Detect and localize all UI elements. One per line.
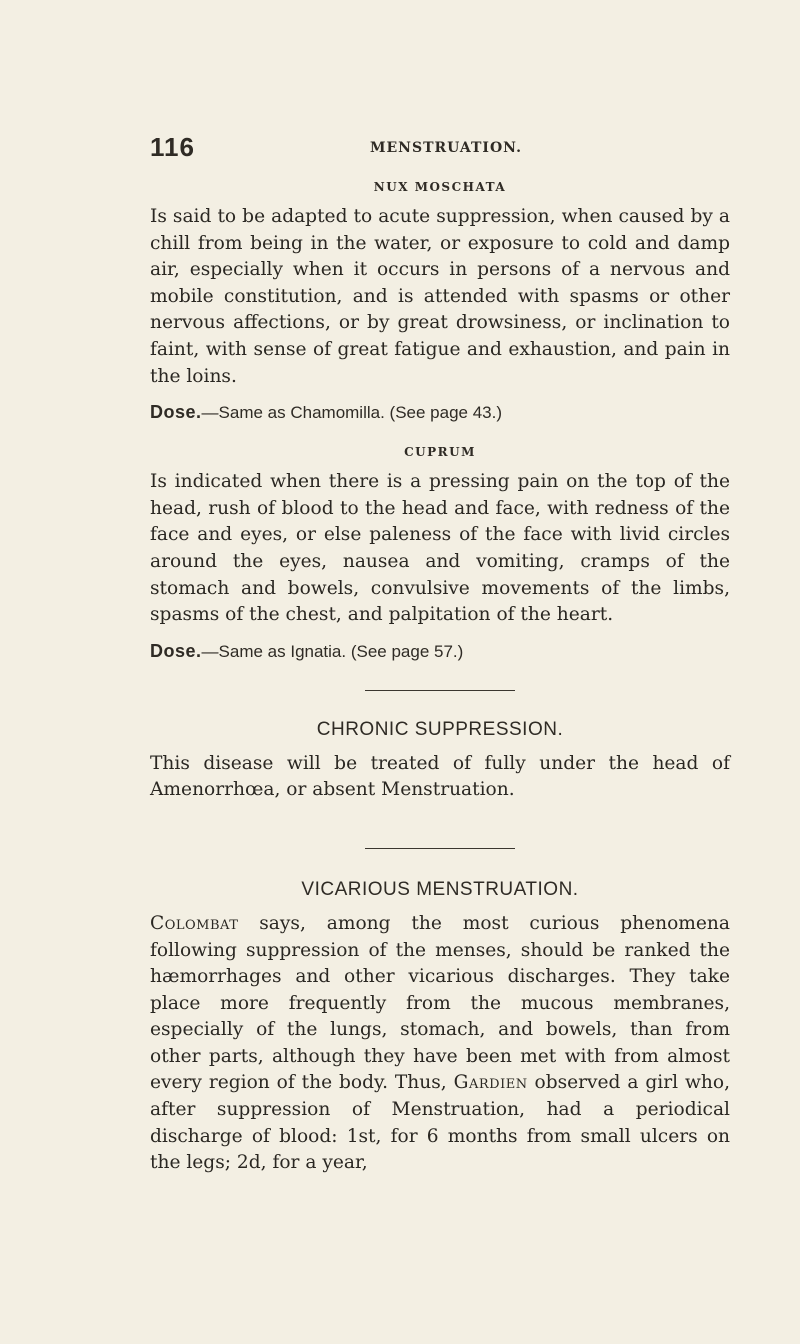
section-divider	[365, 690, 515, 691]
author-name-gardien: Gardien	[453, 1072, 528, 1094]
running-head	[150, 132, 720, 172]
dose-line-cuprum	[150, 641, 730, 662]
paragraph-nux-moschata: Is said to be adapted to acute suppression, when caused by a chill from being in the water, or exposure to cold and damp air, especially when it occurs in persons of a nervous and mobile constitution, and is attended with spasms or other nervous affections, or by great drowsiness, or inclination to faint, with sense of great fatigue and exhaustion, and pain in the loins.	[150, 206, 730, 387]
dose-text: —Same as Ignatia. (See page 57.)	[201, 641, 464, 661]
paragraph-cuprum: Is indicated when there is a pressing pain on the top of the head, rush of blood to the head and face, with redness of the face and eyes, or else paleness of the face with livid circles around the eyes, nausea and vomiting, cramps of the stomach and bowels, convulsive movements of the limbs, spasms of the chest, and palpitation of the heart.	[150, 471, 730, 626]
running-title: MENSTRUATION.	[370, 140, 522, 156]
dose-line-nux-moschata	[150, 402, 730, 423]
paragraph-text: says, among the most curious phenomena following suppression of the menses, should be ranked the hæmorrhages and other vicarious discharges. They take place more frequently from the mucous membranes, especially of the lungs, stomach, and bowels, than from other parts, although they have been met with from almost every region of the body. Thus,	[150, 912, 730, 1094]
paragraph-text: observed a girl who, after suppression of Menstruation, had a periodical discharge of blood: 1st, for 6 months from small ulcers on the legs; 2d, for a year,	[150, 1072, 730, 1174]
page-number: 116	[150, 132, 195, 162]
section-heading-vicarious-menstruation: VICARIOUS MENSTRUATION.	[301, 878, 579, 900]
dose-text: —Same as Chamomilla. (See page 43.)	[201, 403, 503, 423]
page-content	[150, 178, 730, 1177]
section-heading-chronic-suppression: CHRONIC SUPPRESSION.	[316, 718, 564, 740]
section-heading-nux-moschata: NUX MOSCHATA	[373, 180, 507, 194]
dose-label: Dose.	[150, 640, 202, 661]
section-divider	[365, 848, 515, 849]
author-name-colombat: Colombat	[150, 912, 239, 934]
paragraph-vicarious-menstruation	[150, 911, 730, 1177]
section-heading-cuprum: CUPRUM	[404, 445, 476, 460]
paragraph-chronic-suppression: This disease will be treated of fully under the head of Amenorrhœa, or absent Menstruation.	[150, 752, 730, 801]
dose-label: Dose.	[150, 402, 202, 423]
